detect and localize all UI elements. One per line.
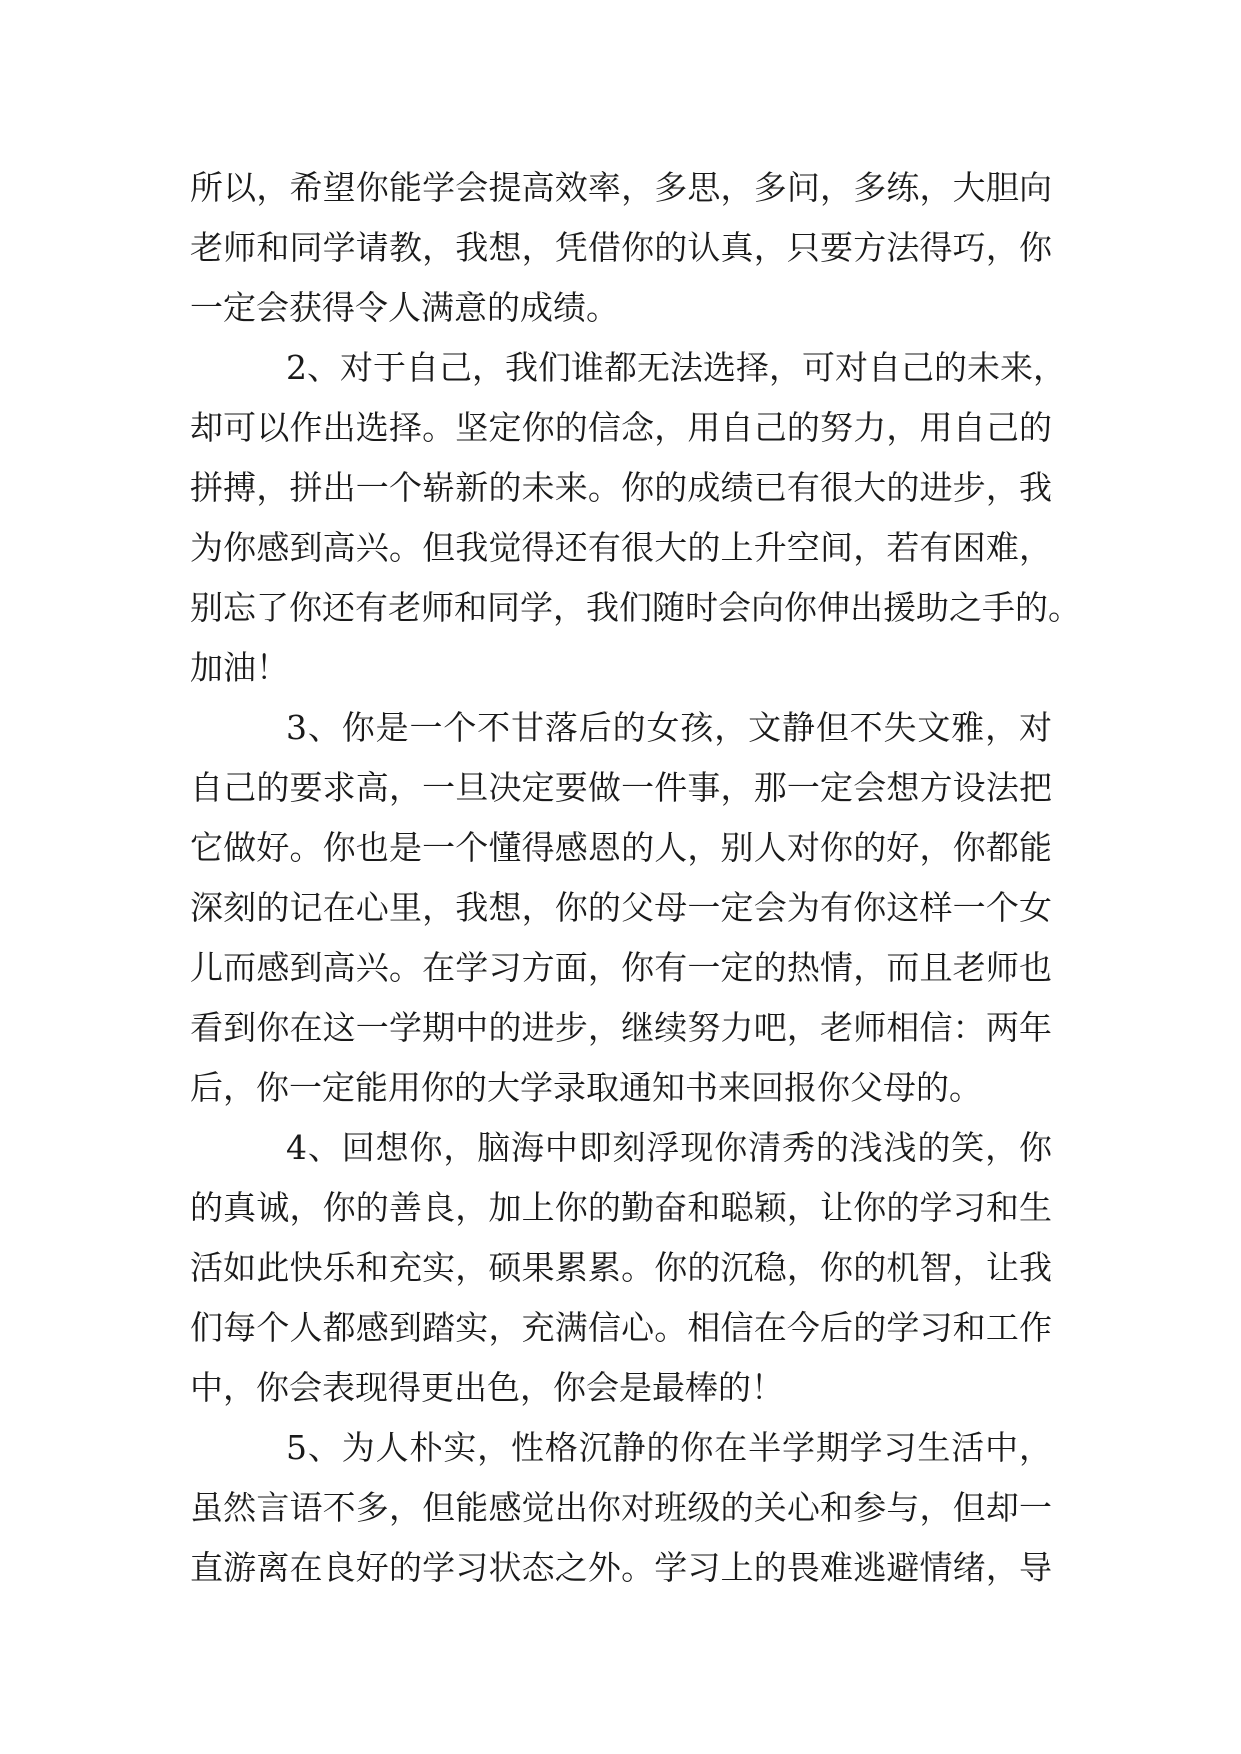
text-line: 拼搏，拼出一个崭新的未来。你的成绩已有很大的进步，我 [190,468,1052,507]
text-line: 中，你会表现得更出色，你会是最棒的！ [190,1368,784,1407]
text-line: 却可以作出选择。坚定你的信念，用自己的努力，用自己的 [190,408,1052,447]
text-line: 加油！ [190,648,289,687]
text-line: 们每个人都感到踏实，充满信心。相信在今后的学习和工作 [190,1308,1052,1347]
text-line: 活如此快乐和充实，硕果累累。你的沉稳，你的机智，让我 [190,1248,1052,1287]
paragraph-5-first-line: 5、为人朴实，性格沉静的你在半学期学习生活中， [286,1428,1052,1467]
text-line: 直游离在良好的学习状态之外。学习上的畏难逃避情绪，导 [190,1548,1052,1587]
text-line: 老师和同学请教，我想，凭借你的认真，只要方法得巧，你 [190,228,1052,267]
text-line: 的真诚，你的善良，加上你的勤奋和聪颖，让你的学习和生 [190,1188,1052,1227]
text-line: 虽然言语不多，但能感觉出你对班级的关心和参与，但却一 [190,1488,1052,1527]
paragraph-3-first-line: 3、你是一个不甘落后的女孩，文静但不失文雅，对 [286,708,1052,747]
text-line: 所以，希望你能学会提高效率，多思，多问，多练，大胆向 [190,168,1052,207]
text-line: 别忘了你还有老师和同学，我们随时会向你伸出援助之手的。 [190,588,1081,627]
text-line: 一定会获得令人满意的成绩。 [190,288,619,327]
text-line: 自己的要求高，一旦决定要做一件事，那一定会想方设法把 [190,768,1052,807]
text-line: 它做好。你也是一个懂得感恩的人，别人对你的好，你都能 [190,828,1052,867]
text-line: 儿而感到高兴。在学习方面，你有一定的热情，而且老师也 [190,948,1052,987]
text-line: 后，你一定能用你的大学录取通知书来回报你父母的。 [190,1068,982,1107]
paragraph-2-first-line: 2、对于自己，我们谁都无法选择，可对自己的未来， [286,348,1066,387]
text-line: 为你感到高兴。但我觉得还有很大的上升空间，若有困难， [190,528,1052,567]
text-line: 看到你在这一学期中的进步，继续努力吧，老师相信：两年 [190,1008,1052,1047]
paragraph-4-first-line: 4、回想你，脑海中即刻浮现你清秀的浅浅的笑，你 [286,1128,1052,1167]
text-line: 深刻的记在心里，我想，你的父母一定会为有你这样一个女 [190,888,1052,927]
